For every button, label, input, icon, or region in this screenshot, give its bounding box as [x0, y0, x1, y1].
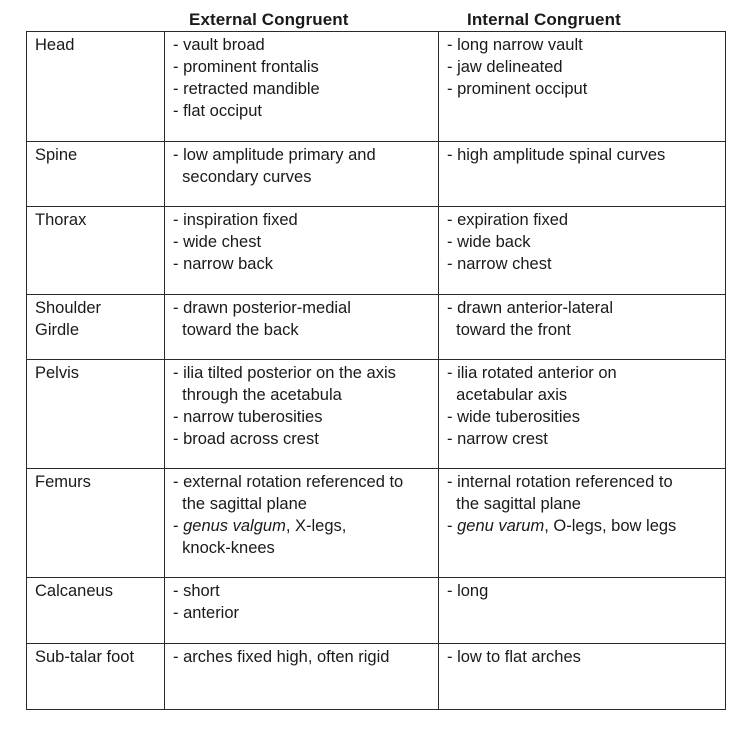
italic-term: genus valgum: [183, 517, 286, 535]
label-line: Pelvis: [35, 364, 80, 382]
external-cell: [165, 32, 439, 142]
cell-line: - drawn anterior-lateral: [447, 299, 613, 317]
table-row-pelvis: [27, 360, 726, 469]
label-line: Shoulder: [35, 299, 102, 317]
cell-line: - jaw delineated: [447, 58, 563, 76]
cell-line: - high amplitude spinal curves: [447, 146, 666, 164]
label-line: Sub-talar foot: [35, 648, 135, 666]
cell-line: - narrow crest: [447, 430, 548, 448]
label-line: Girdle: [35, 321, 80, 339]
row-label: [27, 207, 165, 295]
cell-line: - expiration fixed: [447, 211, 569, 229]
internal-cell: [439, 578, 726, 644]
term-rest: , O-legs, bow legs: [544, 517, 677, 535]
cell-line: - low amplitude primary and: [173, 146, 376, 164]
cell-line: - vault broad: [173, 36, 265, 54]
table-row-head: [27, 32, 726, 142]
internal-cell: [439, 360, 726, 469]
cell-line: acetabular axis: [447, 386, 568, 404]
row-label: [27, 578, 165, 644]
cell-line: - internal rotation referenced to: [447, 473, 673, 491]
dash: -: [173, 517, 184, 535]
label-line: Spine: [35, 146, 78, 164]
cell-line: through the acetabula: [173, 386, 342, 404]
cell-line: toward the back: [173, 321, 299, 339]
cell-line: - wide chest: [173, 233, 262, 251]
row-label: [27, 469, 165, 578]
cell-line: toward the front: [447, 321, 571, 339]
label-line: Calcaneus: [35, 582, 113, 600]
italic-term: genu varum: [457, 517, 545, 535]
cell-line: the sagittal plane: [447, 495, 581, 513]
cell-line: - flat occiput: [173, 102, 262, 120]
internal-cell: [439, 207, 726, 295]
cell-line: - prominent occiput: [447, 80, 588, 98]
external-cell: [165, 295, 439, 360]
cell-line: - long narrow vault: [447, 36, 583, 54]
label-line: Head: [35, 36, 75, 54]
row-label: [27, 295, 165, 360]
internal-cell: [439, 469, 726, 578]
external-cell: [165, 142, 439, 207]
column-headers: [0, 0, 755, 32]
comparison-table: [26, 31, 726, 710]
table-row-shoulder-girdle: [27, 295, 726, 360]
internal-cell: [439, 32, 726, 142]
internal-cell: [439, 295, 726, 360]
table-row-sub-talar-foot: [27, 644, 726, 710]
cell-line: - ilia rotated anterior on: [447, 364, 617, 382]
row-label: [27, 644, 165, 710]
header-external-congruent: External Congruent: [189, 10, 349, 29]
external-cell: [165, 644, 439, 710]
external-cell: [165, 578, 439, 644]
cell-line: - prominent frontalis: [173, 58, 319, 76]
table-row-spine: [27, 142, 726, 207]
external-cell: [165, 360, 439, 469]
cell-line: - drawn posterior-medial: [173, 299, 351, 317]
external-cell: [165, 207, 439, 295]
cell-line: - broad across crest: [173, 430, 319, 448]
cell-line-mixed: [447, 515, 719, 537]
cell-line: - short: [173, 582, 220, 600]
internal-cell: [439, 644, 726, 710]
cell-line: - narrow back: [173, 255, 273, 273]
table-row-thorax: [27, 207, 726, 295]
label-line: Femurs: [35, 473, 91, 491]
internal-cell: [439, 142, 726, 207]
cell-line: secondary curves: [173, 168, 312, 186]
header-internal-congruent: Internal Congruent: [467, 10, 621, 29]
cell-line: - low to flat arches: [447, 648, 581, 666]
cell-line: - narrow chest: [447, 255, 552, 273]
term-rest: , X-legs,: [285, 517, 347, 535]
cell-line: - long: [447, 582, 489, 600]
row-label: [27, 360, 165, 469]
cell-line: - retracted mandible: [173, 80, 320, 98]
table-row-femurs: [27, 469, 726, 578]
table-row-calcaneus: [27, 578, 726, 644]
dash: -: [447, 517, 458, 535]
cell-line: knock-knees: [173, 539, 275, 557]
cell-line: - arches fixed high, often rigid: [173, 648, 390, 666]
cell-line: - narrow tuberosities: [173, 408, 323, 426]
label-line: Thorax: [35, 211, 87, 229]
cell-line: - wide tuberosities: [447, 408, 580, 426]
cell-line: - anterior: [173, 604, 240, 622]
external-cell: [165, 469, 439, 578]
row-label: [27, 142, 165, 207]
cell-line: - ilia tilted posterior on the axis: [173, 364, 396, 382]
cell-line: the sagittal plane: [173, 495, 307, 513]
cell-line: - external rotation referenced to: [173, 473, 404, 491]
cell-line: - inspiration fixed: [173, 211, 298, 229]
row-label: [27, 32, 165, 142]
cell-line-mixed: [173, 515, 432, 537]
cell-line: - wide back: [447, 233, 531, 251]
